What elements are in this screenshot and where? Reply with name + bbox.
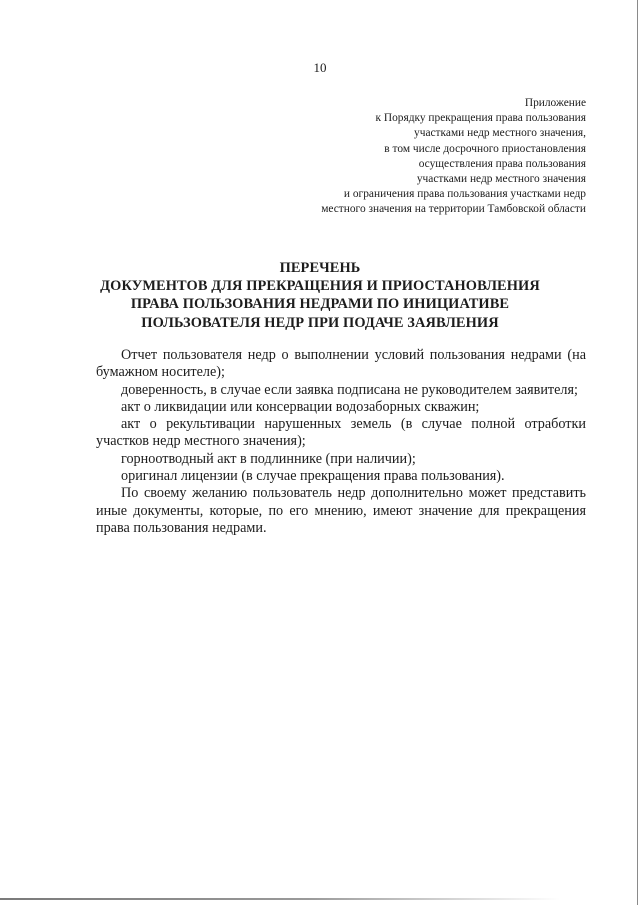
page-edge-right — [637, 0, 638, 905]
document-body — [96, 347, 586, 537]
appendix-line: Приложение — [524, 97, 586, 109]
appendix-line: осуществления права пользования — [418, 157, 586, 170]
appendix-line: местного значения на территории Тамбовской области — [321, 203, 586, 216]
document-heading — [0, 259, 640, 332]
appendix-line: к Порядку прекращения права пользования — [375, 112, 586, 125]
page-number: 10 — [313, 60, 327, 75]
appendix-block — [226, 96, 586, 218]
heading-line: ДОКУМЕНТОВ ДЛЯ ПРЕКРАЩЕНИЯ И ПРИОСТАНОВЛЕНИЯ — [100, 278, 540, 295]
body-paragraph: По своему желанию пользователь недр дополнительно может представить иные документы, которые, по его мнению, имеют значение для прекращения права пользования недрами. — [96, 485, 586, 536]
heading-title: ПЕРЕЧЕНЬ — [279, 260, 361, 276]
page-edge-bottom — [0, 898, 560, 900]
appendix-line: и ограничения права пользования участками недр — [343, 188, 586, 201]
body-paragraph: оригинал лицензии (в случае прекращения права пользования). — [121, 468, 505, 485]
heading-line: ПОЛЬЗОВАТЕЛЯ НЕДР ПРИ ПОДАЧЕ ЗАЯВЛЕНИЯ — [141, 314, 499, 331]
appendix-line: участками недр местного значения, — [414, 127, 586, 140]
body-paragraph: акт о рекультивации нарушенных земель (в случае полной отработки участков недр местного значения); — [96, 416, 586, 450]
body-paragraph: Отчет пользователя недр о выполнении условий пользования недрами (на бумажном носителе); — [96, 347, 586, 381]
appendix-line: участками недр местного значения — [416, 173, 586, 186]
body-paragraph: горноотводный акт в подлиннике (при наличии); — [121, 450, 416, 467]
heading-line: ПРАВА ПОЛЬЗОВАНИЯ НЕДРАМИ ПО ИНИЦИАТИВЕ — [130, 296, 510, 313]
body-paragraph: доверенность, в случае если заявка подписана не руководителем заявителя; — [121, 381, 578, 398]
appendix-line: в том числе досрочного приостановления — [384, 142, 586, 155]
body-paragraph: акт о ликвидации или консервации водозаборных скважин; — [121, 398, 480, 415]
